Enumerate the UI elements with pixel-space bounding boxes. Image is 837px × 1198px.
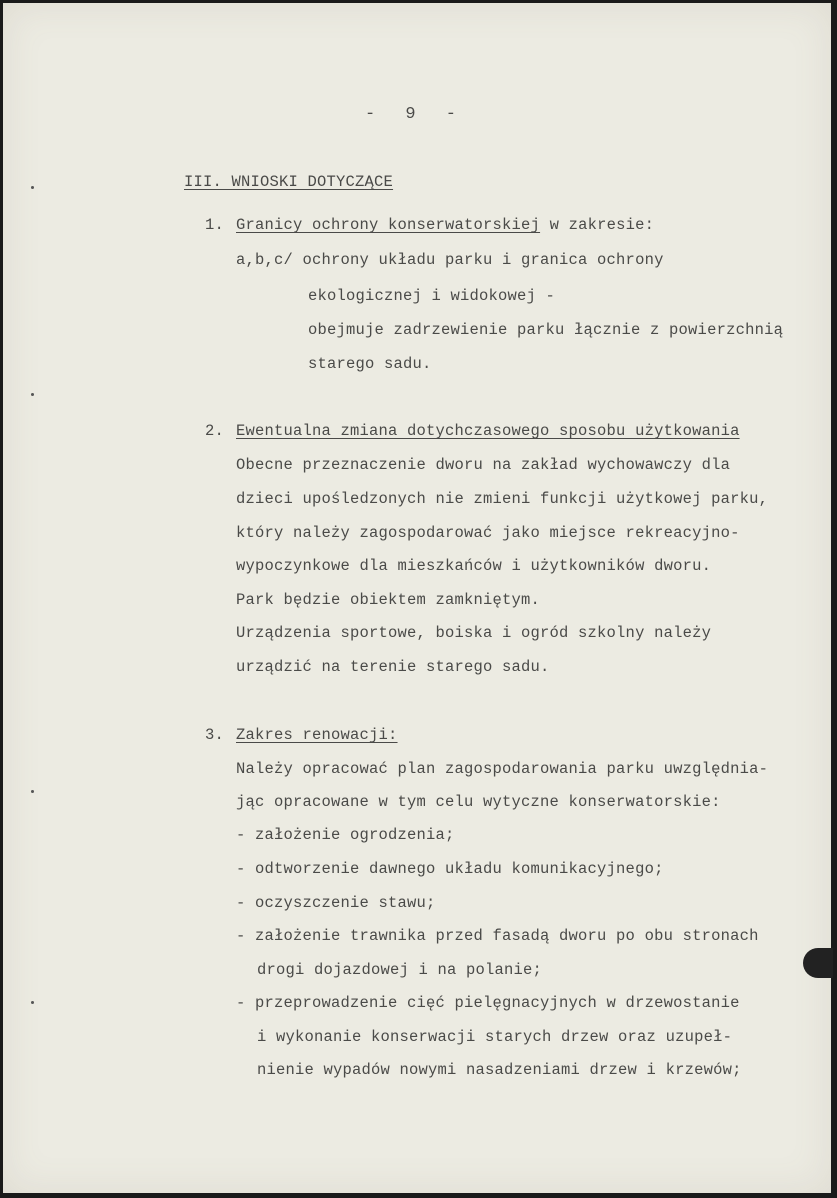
section-2-line-2: dzieci upośledzonych nie zmieni funkcji użytkowej parku, — [236, 490, 769, 508]
section-3-line-3: - założenie ogrodzenia; — [236, 826, 455, 844]
section-1-line-1: a,b,c/ ochrony układu parku i granica ochrony — [236, 251, 664, 269]
section-3-line-6: - założenie trawnika przed fasadą dworu po obu stronach — [236, 927, 759, 945]
section-1-title-line — [236, 216, 654, 234]
section-3-line-9: i wykonanie konserwacji starych drzew oraz uzupeł- — [257, 1028, 733, 1046]
section-2-line-3: który należy zagospodarować jako miejsce rekreacyjno- — [236, 524, 740, 542]
section-3-line-2: jąc opracowane w tym celu wytyczne konserwatorskie: — [236, 793, 721, 811]
section-2-line-1: Obecne przeznaczenie dworu na zakład wychowawczy dla — [236, 456, 731, 474]
punch-mark — [31, 790, 34, 793]
section-1-title: Granicy ochrony konserwatorskiej — [236, 216, 541, 234]
section-2-title: Ewentualna zmiana dotychczasowego sposobu użytkowania — [236, 422, 740, 440]
section-2-line-6: Urządzenia sportowe, boiska i ogród szkolny należy — [236, 624, 712, 642]
punch-mark — [31, 1001, 34, 1004]
section-3-line-7: drogi dojazdowej i na polanie; — [257, 961, 543, 979]
section-3-line-8: - przeprowadzenie cięć pielęgnacyjnych w drzewostanie — [236, 994, 740, 1012]
ink-smudge — [803, 948, 833, 978]
punch-mark — [31, 186, 34, 189]
document-page — [3, 3, 831, 1193]
section-1-line-4: starego sadu. — [308, 355, 432, 373]
section-1-number: 1. — [205, 216, 225, 234]
section-2-line-7: urządzić na terenie starego sadu. — [236, 658, 550, 676]
section-1-line-3: obejmuje zadrzewienie parku łącznie z powierzchnią — [308, 321, 784, 339]
section-1-title-suffix: w zakresie: — [540, 216, 655, 234]
section-3-line-1: Należy opracować plan zagospodarowania parku uwzględnia- — [236, 760, 769, 778]
section-3-title: Zakres renowacji: — [236, 726, 398, 744]
section-3-line-10: nienie wypadów nowymi nasadzeniami drzew i krzewów; — [257, 1061, 742, 1079]
section-3-line-5: - oczyszczenie stawu; — [236, 894, 436, 912]
section-2-line-5: Park będzie obiektem zamkniętym. — [236, 591, 541, 609]
page-number: - 9 - — [365, 105, 467, 124]
section-heading: III. WNIOSKI DOTYCZĄCE — [184, 173, 394, 191]
section-3-line-4: - odtworzenie dawnego układu komunikacyjnego; — [236, 860, 664, 878]
punch-mark — [31, 393, 34, 396]
section-2-line-4: wypoczynkowe dla mieszkańców i użytkowników dworu. — [236, 557, 712, 575]
section-3-number: 3. — [205, 726, 225, 744]
section-2-number: 2. — [205, 422, 225, 440]
section-1-line-2: ekologicznej i widokowej - — [308, 287, 556, 305]
